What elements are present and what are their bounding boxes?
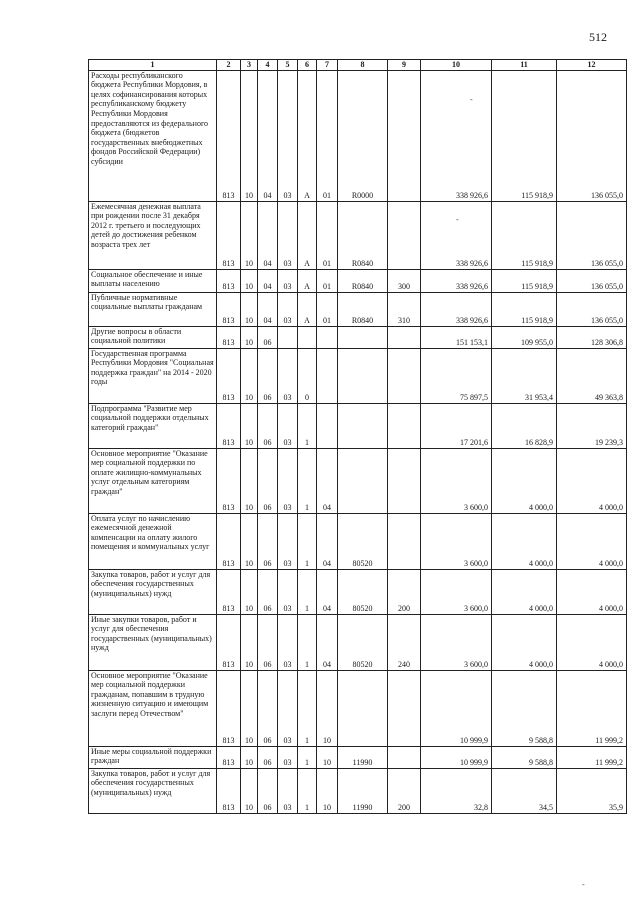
cell-subsection: 06 bbox=[258, 569, 278, 614]
cell-event: 04 bbox=[317, 614, 338, 670]
cell-ministry-code: 813 bbox=[217, 614, 241, 670]
cell-expense-type bbox=[388, 670, 421, 746]
cell-subprogram: А bbox=[298, 292, 317, 326]
table-row bbox=[89, 746, 627, 768]
cell-event bbox=[317, 348, 338, 403]
cell-subprogram: 1 bbox=[298, 569, 317, 614]
cell-amount-col12: 35,9 bbox=[557, 768, 627, 813]
cell-program bbox=[278, 326, 298, 348]
stray-dash-mark: - bbox=[582, 880, 585, 889]
cell-amount-col11: 115 918,9 bbox=[492, 201, 557, 269]
cell-subprogram: 1 bbox=[298, 768, 317, 813]
cell-target-code bbox=[338, 670, 388, 746]
cell-subprogram: 0 bbox=[298, 348, 317, 403]
cell-program: 03 bbox=[278, 670, 298, 746]
cell-subsection: 04 bbox=[258, 70, 278, 201]
table-row bbox=[89, 513, 627, 569]
header-row bbox=[89, 60, 627, 71]
table-row bbox=[89, 326, 627, 348]
header-cell: 10 bbox=[421, 60, 492, 71]
cell-amount-col12: 136 055,0 bbox=[557, 269, 627, 292]
header-cell: 7 bbox=[317, 60, 338, 71]
cell-amount-col11: 34,5 bbox=[492, 768, 557, 813]
cell-program: 03 bbox=[278, 201, 298, 269]
cell-amount-col11: 115 918,9 bbox=[492, 292, 557, 326]
cell-program: 03 bbox=[278, 746, 298, 768]
cell-ministry-code: 813 bbox=[217, 269, 241, 292]
cell-subprogram: 1 bbox=[298, 670, 317, 746]
cell-target-code: 11990 bbox=[338, 768, 388, 813]
cell-program: 03 bbox=[278, 614, 298, 670]
cell-ministry-code: 813 bbox=[217, 403, 241, 448]
cell-section: 10 bbox=[241, 292, 258, 326]
cell-ministry-code: 813 bbox=[217, 746, 241, 768]
cell-event: 10 bbox=[317, 768, 338, 813]
cell-subprogram bbox=[298, 326, 317, 348]
cell-section: 10 bbox=[241, 614, 258, 670]
cell-ministry-code: 813 bbox=[217, 513, 241, 569]
cell-subprogram: А bbox=[298, 201, 317, 269]
cell-amount-col11: 115 918,9 bbox=[492, 269, 557, 292]
cell-amount-col10: 10 999,9 bbox=[421, 746, 492, 768]
row-name: Ежемесячная денежная выплата при рождении после 31 декабря 2012 г. третьего и последующих детей до достижения ребенком возраста трех лет bbox=[89, 201, 217, 269]
cell-amount-col10: 338 926,6 bbox=[421, 201, 492, 269]
cell-subsection: 06 bbox=[258, 348, 278, 403]
header-cell: 11 bbox=[492, 60, 557, 71]
cell-section: 10 bbox=[241, 768, 258, 813]
cell-section: 10 bbox=[241, 269, 258, 292]
cell-subprogram: А bbox=[298, 70, 317, 201]
cell-amount-col10: 32,8 bbox=[421, 768, 492, 813]
cell-amount-col11: 4 000,0 bbox=[492, 448, 557, 513]
cell-subprogram: А bbox=[298, 269, 317, 292]
cell-amount-col12: 136 055,0 bbox=[557, 201, 627, 269]
cell-subsection: 04 bbox=[258, 269, 278, 292]
row-name: Закупка товаров, работ и услуг для обеспечения государственных (муниципальных) нужд bbox=[89, 768, 217, 813]
cell-program: 03 bbox=[278, 403, 298, 448]
cell-subsection: 04 bbox=[258, 201, 278, 269]
cell-section: 10 bbox=[241, 201, 258, 269]
cell-section: 10 bbox=[241, 348, 258, 403]
cell-amount-col10: 338 926,6 bbox=[421, 292, 492, 326]
cell-event bbox=[317, 326, 338, 348]
cell-amount-col12: 11 999,2 bbox=[557, 670, 627, 746]
cell-amount-col12: 136 055,0 bbox=[557, 292, 627, 326]
cell-amount-col11: 115 918,9 bbox=[492, 70, 557, 201]
table-row bbox=[89, 292, 627, 326]
page-number: 512 bbox=[589, 30, 607, 44]
cell-event: 04 bbox=[317, 448, 338, 513]
cell-amount-col12: 11 999,2 bbox=[557, 746, 627, 768]
cell-amount-col10: 10 999,9 bbox=[421, 670, 492, 746]
cell-subprogram: 1 bbox=[298, 403, 317, 448]
cell-subsection: 04 bbox=[258, 292, 278, 326]
cell-program: 03 bbox=[278, 348, 298, 403]
cell-amount-col10: 3 600,0 bbox=[421, 569, 492, 614]
cell-subprogram: 1 bbox=[298, 614, 317, 670]
cell-amount-col12: 19 239,3 bbox=[557, 403, 627, 448]
cell-ministry-code: 813 bbox=[217, 348, 241, 403]
table-row bbox=[89, 403, 627, 448]
cell-expense-type: 310 bbox=[388, 292, 421, 326]
cell-program: 03 bbox=[278, 513, 298, 569]
cell-event: 10 bbox=[317, 670, 338, 746]
cell-section: 10 bbox=[241, 746, 258, 768]
cell-expense-type: 240 bbox=[388, 614, 421, 670]
cell-event: 01 bbox=[317, 269, 338, 292]
cell-ministry-code: 813 bbox=[217, 569, 241, 614]
table-row bbox=[89, 670, 627, 746]
cell-expense-type bbox=[388, 448, 421, 513]
cell-subsection: 06 bbox=[258, 326, 278, 348]
cell-ministry-code: 813 bbox=[217, 448, 241, 513]
cell-target-code: R0840 bbox=[338, 292, 388, 326]
cell-target-code bbox=[338, 403, 388, 448]
cell-amount-col12: 49 363,8 bbox=[557, 348, 627, 403]
cell-expense-type bbox=[388, 201, 421, 269]
cell-event: 01 bbox=[317, 292, 338, 326]
cell-program: 03 bbox=[278, 292, 298, 326]
cell-event: 10 bbox=[317, 746, 338, 768]
cell-amount-col11: 9 588,8 bbox=[492, 670, 557, 746]
cell-amount-col11: 31 953,4 bbox=[492, 348, 557, 403]
cell-expense-type bbox=[388, 513, 421, 569]
row-name: Государственная программа Республики Мордовия "Социальная поддержка граждан" на 2014 - 2020 годы bbox=[89, 348, 217, 403]
header-cell: 1 bbox=[89, 60, 217, 71]
row-name: Социальное обеспечение и иные выплаты населению bbox=[89, 269, 217, 292]
cell-expense-type: 200 bbox=[388, 569, 421, 614]
row-name: Публичные нормативные социальные выплаты гражданам bbox=[89, 292, 217, 326]
table-row bbox=[89, 569, 627, 614]
cell-program: 03 bbox=[278, 569, 298, 614]
table-row bbox=[89, 348, 627, 403]
cell-section: 10 bbox=[241, 670, 258, 746]
cell-expense-type bbox=[388, 326, 421, 348]
header-cell: 6 bbox=[298, 60, 317, 71]
row-name: Иные закупки товаров, работ и услуг для обеспечения государственных (муниципальных) нужд bbox=[89, 614, 217, 670]
cell-amount-col10: 338 926,6 bbox=[421, 70, 492, 201]
table-row bbox=[89, 70, 627, 201]
cell-amount-col12: 136 055,0 bbox=[557, 70, 627, 201]
cell-expense-type bbox=[388, 70, 421, 201]
cell-expense-type bbox=[388, 746, 421, 768]
cell-ministry-code: 813 bbox=[217, 768, 241, 813]
cell-event: 04 bbox=[317, 513, 338, 569]
cell-amount-col11: 16 828,9 bbox=[492, 403, 557, 448]
row-name: Оплата услуг по начислению ежемесячной денежной компенсации на оплату жилого помещения и коммунальных услуг bbox=[89, 513, 217, 569]
cell-amount-col12: 4 000,0 bbox=[557, 513, 627, 569]
cell-target-code: 80520 bbox=[338, 569, 388, 614]
cell-section: 10 bbox=[241, 569, 258, 614]
cell-event: 01 bbox=[317, 201, 338, 269]
cell-amount-col10: 3 600,0 bbox=[421, 513, 492, 569]
cell-target-code: R0840 bbox=[338, 269, 388, 292]
cell-amount-col12: 4 000,0 bbox=[557, 614, 627, 670]
header-cell: 9 bbox=[388, 60, 421, 71]
cell-target-code bbox=[338, 348, 388, 403]
cell-amount-col11: 4 000,0 bbox=[492, 614, 557, 670]
cell-program: 03 bbox=[278, 269, 298, 292]
cell-section: 10 bbox=[241, 448, 258, 513]
table-row bbox=[89, 448, 627, 513]
header-cell: 12 bbox=[557, 60, 627, 71]
cell-amount-col11: 109 955,0 bbox=[492, 326, 557, 348]
cell-subsection: 06 bbox=[258, 746, 278, 768]
header-cell: 4 bbox=[258, 60, 278, 71]
row-name: Иные меры социальной поддержки граждан bbox=[89, 746, 217, 768]
cell-amount-col10: 3 600,0 bbox=[421, 448, 492, 513]
cell-target-code: R0840 bbox=[338, 201, 388, 269]
row-name: Расходы республиканского бюджета Республики Мордовия, в целях софинансирования которых республиканскому бюджету Республики Мордовия предоставляются из федерального бюджета (бюджетов государственных внебюджетных фондов Российской Федерации) субсидии bbox=[89, 70, 217, 201]
cell-amount-col11: 4 000,0 bbox=[492, 569, 557, 614]
cell-amount-col10: 75 897,5 bbox=[421, 348, 492, 403]
cell-program: 03 bbox=[278, 448, 298, 513]
cell-subsection: 06 bbox=[258, 670, 278, 746]
table-row bbox=[89, 201, 627, 269]
cell-ministry-code: 813 bbox=[217, 292, 241, 326]
cell-ministry-code: 813 bbox=[217, 70, 241, 201]
cell-target-code bbox=[338, 448, 388, 513]
table-row bbox=[89, 614, 627, 670]
cell-program: 03 bbox=[278, 70, 298, 201]
cell-amount-col12: 4 000,0 bbox=[557, 569, 627, 614]
cell-target-code: 80520 bbox=[338, 513, 388, 569]
cell-subprogram: 1 bbox=[298, 746, 317, 768]
cell-amount-col12: 128 306,8 bbox=[557, 326, 627, 348]
cell-expense-type bbox=[388, 348, 421, 403]
cell-event: 01 bbox=[317, 70, 338, 201]
cell-amount-col10: 3 600,0 bbox=[421, 614, 492, 670]
header-cell: 2 bbox=[217, 60, 241, 71]
cell-subprogram: 1 bbox=[298, 448, 317, 513]
header-cell: 8 bbox=[338, 60, 388, 71]
row-name: Другие вопросы в области социальной политики bbox=[89, 326, 217, 348]
cell-expense-type bbox=[388, 403, 421, 448]
budget-table bbox=[88, 59, 627, 814]
cell-target-code bbox=[338, 326, 388, 348]
cell-section: 10 bbox=[241, 326, 258, 348]
cell-ministry-code: 813 bbox=[217, 201, 241, 269]
cell-subsection: 06 bbox=[258, 448, 278, 513]
cell-section: 10 bbox=[241, 70, 258, 201]
cell-ministry-code: 813 bbox=[217, 670, 241, 746]
cell-subsection: 06 bbox=[258, 768, 278, 813]
cell-amount-col11: 4 000,0 bbox=[492, 513, 557, 569]
cell-amount-col11: 9 588,8 bbox=[492, 746, 557, 768]
cell-expense-type: 300 bbox=[388, 269, 421, 292]
cell-amount-col10: 151 153,1 bbox=[421, 326, 492, 348]
cell-amount-col10: 17 201,6 bbox=[421, 403, 492, 448]
cell-target-code: 80520 bbox=[338, 614, 388, 670]
header-cell: 5 bbox=[278, 60, 298, 71]
row-name: Основное мероприятие "Оказание мер социальной поддержки гражданам, попавшим в трудную жизненную ситуацию и имеющим заслуги перед Отечеством" bbox=[89, 670, 217, 746]
cell-ministry-code: 813 bbox=[217, 326, 241, 348]
cell-target-code: 11990 bbox=[338, 746, 388, 768]
stray-dash-mark: - bbox=[470, 95, 473, 104]
cell-section: 10 bbox=[241, 403, 258, 448]
row-name: Закупка товаров, работ и услуг для обеспечения государственных (муниципальных) нужд bbox=[89, 569, 217, 614]
table-row bbox=[89, 269, 627, 292]
cell-subprogram: 1 bbox=[298, 513, 317, 569]
cell-amount-col12: 4 000,0 bbox=[557, 448, 627, 513]
table-row bbox=[89, 768, 627, 813]
row-name: Подпрограмма "Развитие мер социальной поддержки отдельных категорий граждан" bbox=[89, 403, 217, 448]
cell-event: 04 bbox=[317, 569, 338, 614]
cell-subsection: 06 bbox=[258, 614, 278, 670]
cell-subsection: 06 bbox=[258, 513, 278, 569]
cell-expense-type: 200 bbox=[388, 768, 421, 813]
stray-dash-mark: - bbox=[456, 215, 459, 224]
cell-event bbox=[317, 403, 338, 448]
row-name: Основное мероприятие "Оказание мер социальной поддержки по оплате жилищно-коммунальных услуг отдельным категориям граждан" bbox=[89, 448, 217, 513]
cell-section: 10 bbox=[241, 513, 258, 569]
cell-amount-col10: 338 926,6 bbox=[421, 269, 492, 292]
cell-target-code: R0000 bbox=[338, 70, 388, 201]
cell-subsection: 06 bbox=[258, 403, 278, 448]
header-cell: 3 bbox=[241, 60, 258, 71]
cell-program: 03 bbox=[278, 768, 298, 813]
